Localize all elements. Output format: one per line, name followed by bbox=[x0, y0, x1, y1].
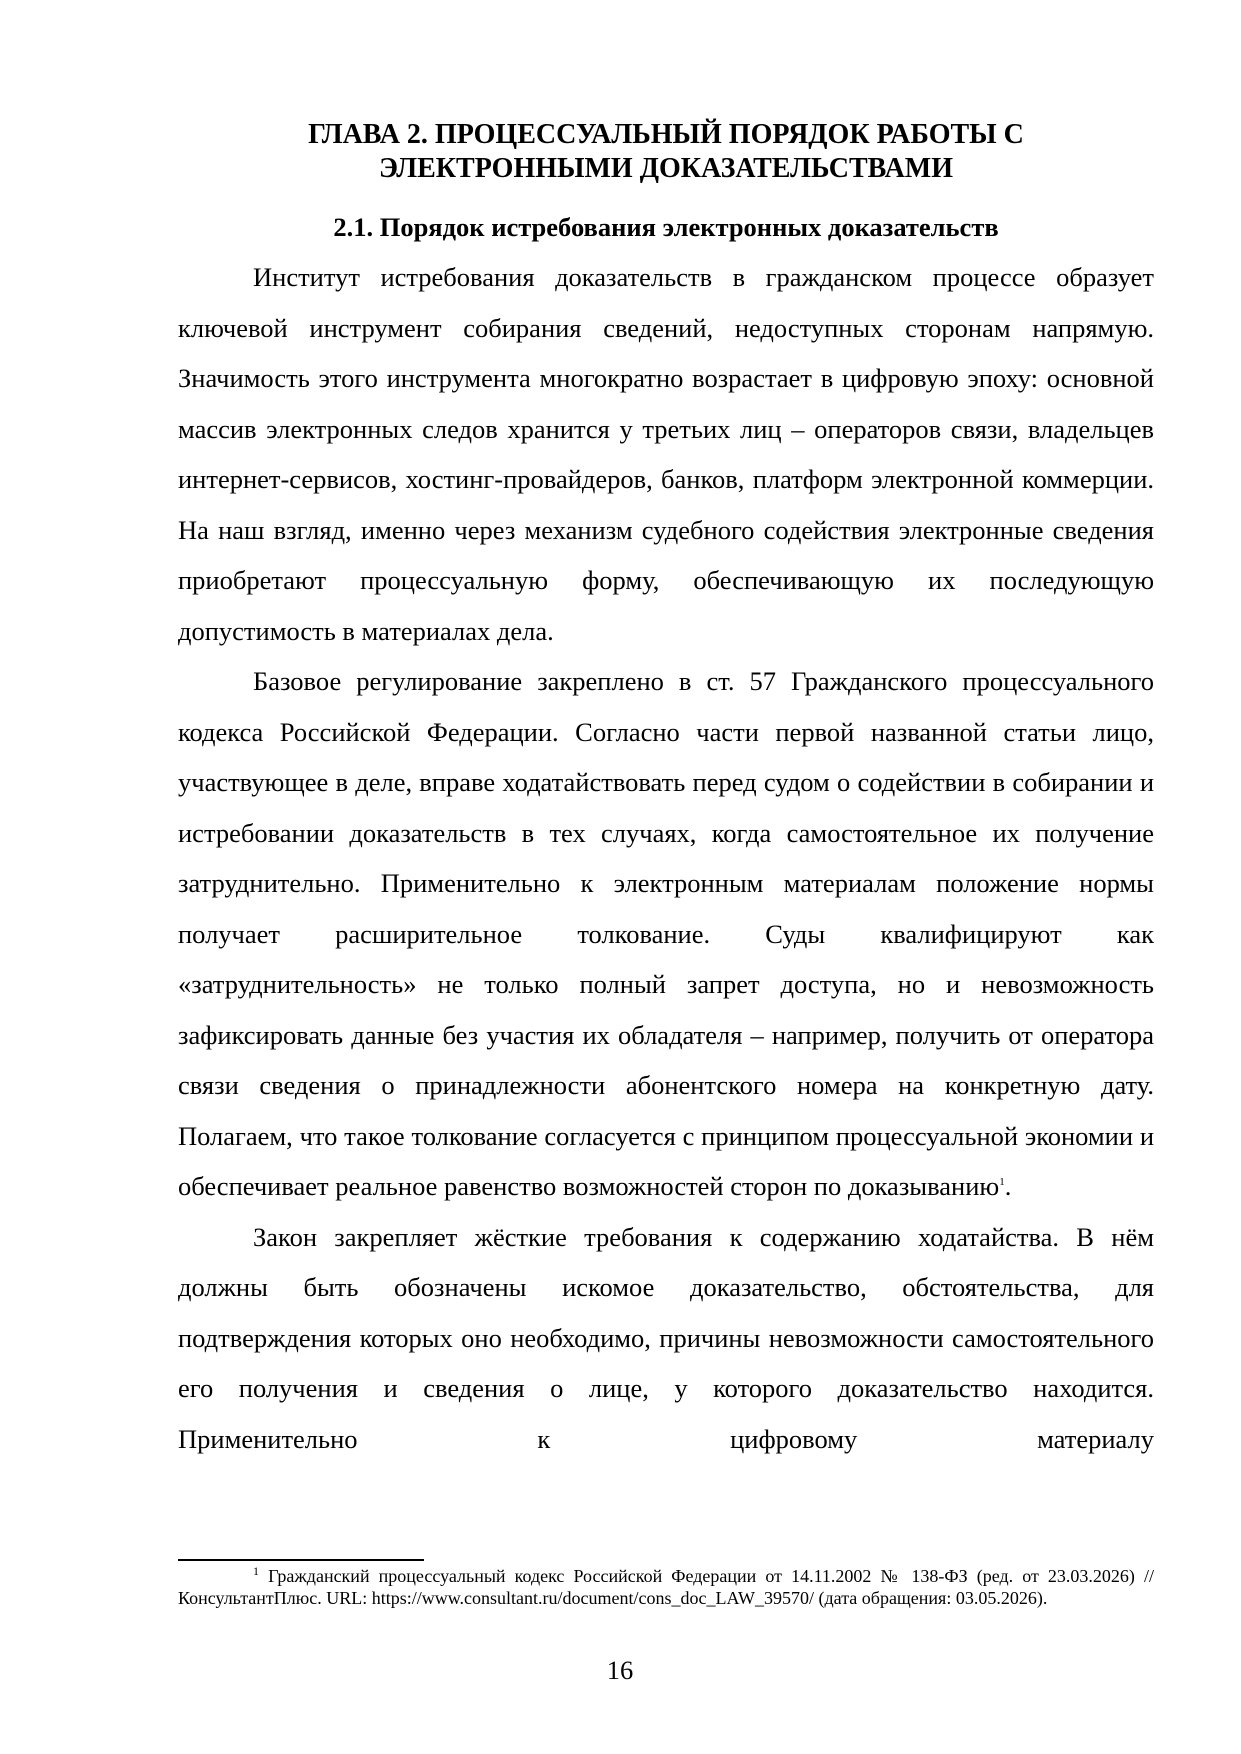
body-text bbox=[178, 252, 1154, 1464]
page-number: 16 bbox=[606, 1655, 634, 1685]
paragraph-2-text: Базовое регулирование закреплено в ст. 57 Гражданского процессуального кодекса Российской Федерации. Согласно части первой названной статьи лицо, участвующее в деле, вправе ходатайствовать перед судом о содействии в собирании и истребовании доказательств в тех случаях, когда самостоятельное их получение затруднительно. Применительно к электронным материалам положение нормы получает расширительное толкование. Суды квалифицируют как «затруднительность» не только полный запрет доступа, но и невозможность зафиксировать данные без участия их обладателя – например, получить от оператора связи сведения о принадлежности абонентского номера на конкретную дату. Полагаем, что такое толкование согласуется с принципом процессуальной экономии и обеспечивает реальное равенство возможностей сторон по доказыванию bbox=[178, 666, 1154, 1201]
chapter-title-line-1: ГЛАВА 2. ПРОЦЕССУАЛЬНЫЙ ПОРЯДОК РАБОТЫ С bbox=[308, 119, 1024, 150]
paragraph-2-tail: . bbox=[1004, 1171, 1012, 1201]
footnote bbox=[178, 1565, 1154, 1609]
footnote-text: Гражданский процессуальный кодекс Российской Федерации от 14.11.2002 № 138-ФЗ (ред. от 23.03.2026) // КонсультантПлюс. URL: https://www.consultant.ru/document/cons_doc_LAW_39570/ (дата обращения: 03.05.2026). bbox=[178, 1566, 1154, 1608]
footnote-number: 1 bbox=[253, 1564, 259, 1578]
footnote-separator bbox=[178, 1559, 424, 1561]
footnote-reference[interactable]: 1 bbox=[999, 1176, 1005, 1189]
paragraph-3 bbox=[178, 1212, 1154, 1465]
chapter-title bbox=[178, 118, 1154, 186]
paragraph-3-text: Закон закрепляет жёсткие требования к содержанию ходатайства. В нём должны быть обозначены искомое доказательство, обстоятельства, для подтверждения которых оно необходимо, причины невозможности самостоятельного его получения и сведения о лице, у которого доказательство находится. Применительно к цифровому материалу bbox=[178, 1221, 1154, 1454]
paragraph-1-text: Институт истребования доказательств в гражданском процессе образует ключевой инструмент собирания сведений, недоступных сторонам напрямую. Значимость этого инструмента многократно возрастает в цифровую эпоху: основной массив электронных следов хранится у третьих лиц – операторов связи, владельцев интернет-сервисов, хостинг-провайдеров, банков, платформ электронной коммерции. На наш взгляд, именно через механизм судебного содействия электронные сведения приобретают процессуальную форму, обеспечивающую их последующую допустимость в материалах дела. bbox=[178, 262, 1154, 646]
chapter-title-line-2: ЭЛЕКТРОННЫМИ ДОКАЗАТЕЛЬСТВАМИ bbox=[378, 153, 954, 184]
paragraph-2 bbox=[178, 656, 1154, 1212]
paragraph-1 bbox=[178, 252, 1154, 656]
section-title: 2.1. Порядок истребования электронных доказательств bbox=[333, 212, 999, 242]
